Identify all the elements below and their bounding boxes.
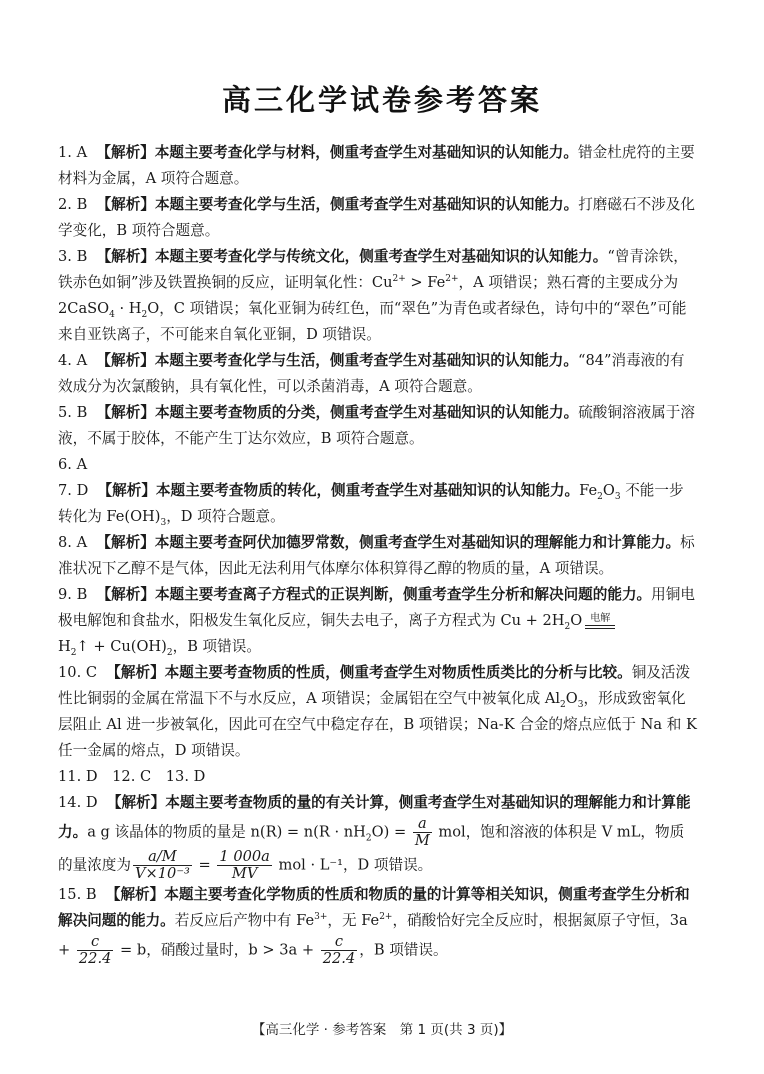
answer-14 <box>58 790 698 882</box>
analysis-heading: 【解析】本题主要考查化学与生活，侧重考查学生对基础知识的认知能力。 <box>96 196 579 213</box>
answer-4 <box>58 348 698 400</box>
analysis-heading: 【解析】本题主要考查物质的转化，侧重考查学生对基础知识的认知能力。 <box>97 482 580 499</box>
page-title: 高三化学试卷参考答案 <box>221 83 542 117</box>
analysis-text: ，A 项错误；熟石膏的主要成分为 2CaSO <box>58 274 679 317</box>
analysis-heading: 【解析】本题主要考查化学与传统文化，侧重考查学生对基础知识的认知能力。 <box>96 248 608 265</box>
answer-number: 14. D <box>58 794 98 811</box>
analysis-text: ，B 项错误。 <box>172 638 261 655</box>
analysis-text: 打磨磁石不涉及化学变化，B 项符合题意。 <box>58 196 695 239</box>
analysis-text: O) = <box>371 823 411 841</box>
analysis-text: 不能一步转化为 Fe(OH) <box>58 482 684 525</box>
analysis-text: “曾青涂铁，铁赤色如铜”涉及铁置换铜的反应，证明氧化性：Cu <box>58 248 688 291</box>
subscript: 3 <box>160 517 167 528</box>
answer-number: 8. A <box>58 534 88 551</box>
answer-10 <box>58 660 698 764</box>
analysis-text: ，形成致密氧化层阻止 Al 进一步被氧化，因此可在空气中稳定存在，B 项错误；Na-K 合金的熔点应低于 Na 和 K 任一金属的熔点，D 项错误。 <box>58 690 697 759</box>
answer-number: 6. A <box>58 456 88 473</box>
numerator: 1 000a <box>219 848 270 865</box>
analysis-text: ↑ + Cu(OH) <box>76 638 167 655</box>
analysis-heading: 【解析】本题主要考查物质的量的有关计算，侧重考查学生对基础知识的理解能力和计算能力。 <box>58 794 691 841</box>
fraction <box>133 849 192 882</box>
subscript: 2 <box>141 309 148 320</box>
denominator: MV <box>231 865 258 882</box>
fraction <box>77 934 114 967</box>
denominator: 22.4 <box>78 950 112 967</box>
answer-11-13 <box>58 764 698 790</box>
answer-number: 15. B <box>58 886 97 903</box>
equals-bar <box>585 625 615 629</box>
answer-15 <box>58 882 698 967</box>
analysis-text: 错金杜虎符的主要材料为金属，A 项符合题意。 <box>58 144 695 187</box>
analysis-text: “84”消毒液的有效成分为次氯酸钠，具有氧化性，可以杀菌消毒，A 项符合题意。 <box>58 352 685 395</box>
answer-8 <box>58 530 698 582</box>
analysis-text: = <box>193 856 216 874</box>
answer-number: 7. D <box>58 482 89 499</box>
denominator: M <box>414 832 430 849</box>
subscript: 3 <box>614 491 621 502</box>
analysis-text: > Fe <box>405 274 446 291</box>
answer-3 <box>58 244 698 348</box>
denominator: 22.4 <box>322 950 356 967</box>
answer-number: 10. C <box>58 664 98 681</box>
answer-number: 9. B <box>58 586 88 603</box>
answers-list <box>58 140 698 967</box>
charge: 3+ <box>314 912 328 923</box>
analysis-heading: 【解析】本题主要考查物质的性质，侧重考查学生对物质性质类比的分析与比较。 <box>106 664 632 681</box>
answer-number: 2. B <box>58 196 88 213</box>
answer-6 <box>58 452 698 478</box>
analysis-text: ，B 项错误。 <box>359 941 448 959</box>
analysis-text: ，无 Fe <box>327 912 380 929</box>
analysis-text: 硫酸铜溶液属于溶液，不属于胶体，不能产生丁达尔效应，B 项符合题意。 <box>58 404 695 447</box>
analysis-heading: 【解析】本题主要考查阿伏加德罗常数，侧重考查学生对基础知识的理解能力和计算能力。 <box>96 534 681 551</box>
numerator: a/M <box>133 849 192 866</box>
answer-5 <box>58 400 698 452</box>
analysis-heading: 【解析】本题主要考查离子方程式的正误判断，侧重考查学生分析和解决问题的能力。 <box>96 586 652 603</box>
answer-number: 4. A <box>58 352 88 369</box>
denominator: V×10⁻³ <box>134 865 190 882</box>
answer-7 <box>58 478 698 530</box>
numerator: c <box>77 934 114 951</box>
charge: 2+ <box>379 912 393 923</box>
analysis-text: 若反应后产物中有 Fe <box>174 912 315 929</box>
answer-number: 11. D 12. C 13. D <box>58 768 206 785</box>
analysis-text: O <box>565 690 578 707</box>
analysis-text: mol · L⁻¹，D 项错误。 <box>273 856 433 874</box>
analysis-text: O，C 项错误；氧化亚铜为砖红色，而“翠色”为青色或者绿色，诗句中的“翠色”可能来自亚铁离子，不可能来自氧化亚铜，D 项错误。 <box>58 300 687 343</box>
analysis-heading: 【解析】本题主要考查物质的分类，侧重考查学生对基础知识的认知能力。 <box>96 404 579 421</box>
answer-number: 5. B <box>58 404 88 421</box>
answer-2 <box>58 192 698 244</box>
fraction <box>413 816 432 849</box>
page-footer: 【高三化学 · 参考答案 第 1 页(共 3 页)】 <box>251 1022 513 1038</box>
analysis-text: · H <box>114 300 142 317</box>
subscript: 2 <box>70 647 77 658</box>
analysis-text: H <box>58 638 71 655</box>
analysis-text: Fe <box>579 482 598 499</box>
subscript: 2 <box>166 647 173 658</box>
analysis-text: mol，饱和溶液的体积是 V mL，物质的量浓度为 <box>58 823 685 874</box>
numerator: a <box>413 816 432 833</box>
charge: 2+ <box>445 274 459 285</box>
analysis-text: 用铜电极电解饱和食盐水，阳极发生氧化反应，铜失去电子，离子方程式为 Cu + 2H <box>58 586 695 629</box>
numerator: c <box>321 934 358 951</box>
answer-9 <box>58 582 698 660</box>
analysis-text: a g 该晶体的物质的量是 n(R) = n(R · nH <box>87 823 366 841</box>
charge: 2+ <box>392 274 406 285</box>
subscript: 2 <box>365 833 372 844</box>
fraction <box>217 849 271 882</box>
answer-number: 3. B <box>58 248 88 265</box>
analysis-text: = b，硝酸过量时，b > 3a + <box>115 941 319 959</box>
analysis-text: 标准状况下乙醇不是气体，因此无法利用气体摩尔体积算得乙醇的物质的量，A 项错误。 <box>58 534 695 577</box>
electrolysis-label: 电解 <box>590 612 611 624</box>
analysis-heading: 【解析】本题主要考查化学与生活，侧重考查学生对基础知识的认知能力。 <box>96 352 578 369</box>
subscript: 3 <box>577 699 584 710</box>
answer-1 <box>58 140 698 192</box>
subscript: 2 <box>564 621 571 632</box>
analysis-text: 铜及活泼性比铜弱的金属在常温下不与水反应，A 项错误；金属铝在空气中被氧化成 Al <box>58 664 691 707</box>
analysis-text: O <box>570 612 583 629</box>
analysis-text: ，硝酸恰好完全反应时，根据氮原子守恒，3a + <box>58 912 688 959</box>
analysis-heading: 【解析】本题主要考查化学与材料，侧重考查学生对基础知识的认知能力。 <box>96 144 578 161</box>
analysis-text: O <box>602 482 615 499</box>
fraction <box>321 934 358 967</box>
subscript: 2 <box>597 491 603 502</box>
electrolysis-sign <box>585 614 615 629</box>
answer-number: 1. A <box>58 144 88 161</box>
subscript: 4 <box>109 309 115 320</box>
subscript: 2 <box>560 699 566 710</box>
analysis-heading: 【解析】本题主要考查化学物质的性质和物质的量的计算等相关知识，侧重考查学生分析和解决问题的能力。 <box>58 886 690 929</box>
analysis-text: ，D 项符合题意。 <box>166 508 285 525</box>
